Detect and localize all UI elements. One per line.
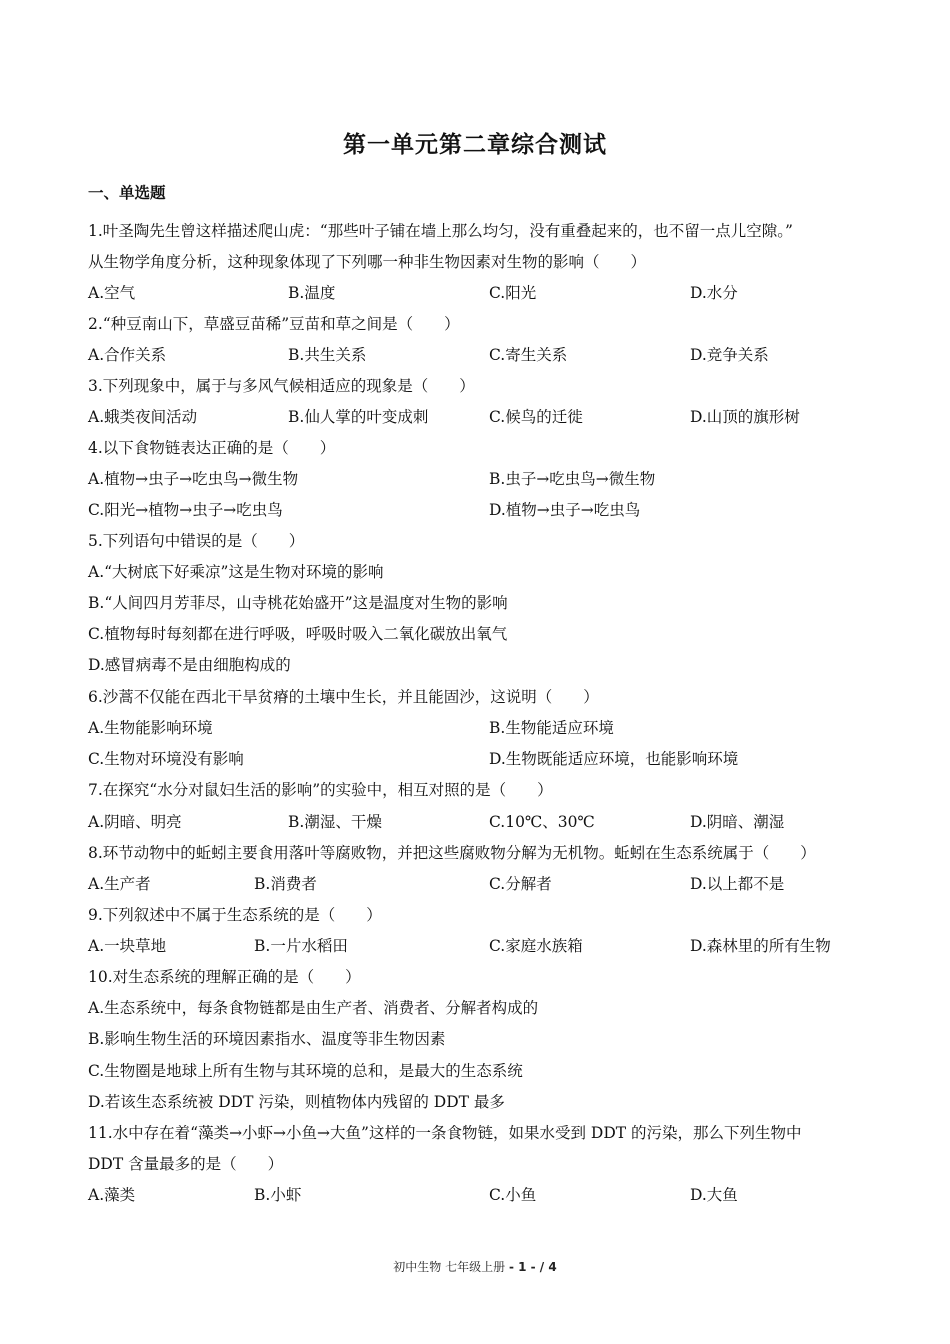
question-4: 4.以下食物链表达正确的是（ ） [88,439,336,457]
option-11c: C.小鱼 [489,1186,537,1204]
option-1b: B.温度 [288,284,336,302]
question-1-line-1: 1.叶圣陶先生曾这样描述爬山虎：“那些叶子铺在墙上那么均匀，没有重叠起来的，也不留一点儿空隙。” [88,222,793,240]
option-1c: C.阳光 [489,284,537,302]
option-10a: A.生态系统中，每条食物链都是由生产者、消费者、分解者构成的 [88,999,539,1017]
option-6a: A.生物能影响环境 [88,719,213,737]
option-1a: A.空气 [88,284,136,302]
option-4b: B.虫子→吃虫鸟→微生物 [489,470,656,488]
question-7: 7.在探究“水分对鼠妇生活的影响”的实验中，相互对照的是（ ） [88,781,553,799]
section-heading: 一、单选题 [88,184,166,202]
option-7b: B.潮湿、干燥 [288,813,382,831]
option-6b: B.生物能适应环境 [489,719,614,737]
option-6c: C.生物对环境没有影响 [88,750,244,768]
option-2d: D.竞争关系 [690,346,769,364]
option-7a: A.阴暗、明亮 [88,813,182,831]
option-5b: B.“人间四月芳菲尽，山寺桃花始盛开”这是温度对生物的影响 [88,594,508,612]
option-7d: D.阴暗、潮湿 [690,813,785,831]
option-9c: C.家庭水族箱 [489,937,583,955]
option-9a: A.一块草地 [88,937,167,955]
option-9b: B.一片水稻田 [254,937,348,955]
footer-label: 初中生物 七年级上册 [393,1260,506,1274]
question-9: 9.下列叙述中不属于生态系统的是（ ） [88,906,382,924]
option-10b: B.影响生物生活的环境因素指水、温度等非生物因素 [88,1030,446,1048]
question-10: 10.对生态系统的理解正确的是（ ） [88,968,361,986]
option-3b: B.仙人掌的叶变成刺 [288,408,429,426]
option-3c: C.候鸟的迁徙 [489,408,583,426]
option-11b: B.小虾 [254,1186,302,1204]
option-5d: D.感冒病毒不是由细胞构成的 [88,656,291,674]
option-9d: D.森林里的所有生物 [690,937,831,955]
option-8a: A.生产者 [88,875,151,893]
page-number: - 1 - / 4 [508,1260,557,1274]
option-2a: A.合作关系 [88,346,167,364]
question-1-line-2: 从生物学角度分析，这种现象体现了下列哪一种非生物因素对生物的影响（ ） [88,253,647,271]
question-6: 6.沙蒿不仅能在西北干旱贫瘠的土壤中生长，并且能固沙，这说明（ ） [88,688,599,706]
option-4d: D.植物→虫子→吃虫鸟 [489,501,641,519]
question-8: 8.环节动物中的蚯蚓主要食用落叶等腐败物，并把这些腐败物分解为无机物。蚯蚓在生态系统属于（ ） [88,844,816,862]
option-2c: C.寄生关系 [489,346,568,364]
option-3d: D.山顶的旗形树 [690,408,800,426]
option-5c: C.植物每时每刻都在进行呼吸，呼吸时吸入二氧化碳放出氧气 [88,625,508,643]
option-2b: B.共生关系 [288,346,367,364]
question-2: 2.“种豆南山下，草盛豆苗稀”豆苗和草之间是（ ） [88,315,460,333]
option-4c: C.阳光→植物→虫子→吃虫鸟 [88,501,283,519]
page-title: 第一单元第二章综合测试 [343,132,607,158]
page-footer [0,1258,950,1275]
option-3a: A.蛾类夜间活动 [88,408,198,426]
option-11a: A.藻类 [88,1186,136,1204]
option-6d: D.生物既能适应环境，也能影响环境 [489,750,739,768]
question-5: 5.下列语句中错误的是（ ） [88,532,305,550]
option-11d: D.大鱼 [690,1186,738,1204]
question-11-line-1: 11.水中存在着“藻类→小虾→小鱼→大鱼”这样的一条食物链，如果水受到 DDT 的污染，那么下列生物中 [88,1124,802,1142]
option-10d: D.若该生态系统被 DDT 污染，则植物体内残留的 DDT 最多 [88,1093,505,1111]
option-10c: C.生物圈是地球上所有生物与其环境的总和，是最大的生态系统 [88,1062,523,1080]
question-11-line-2: DDT 含量最多的是（ ） [88,1155,284,1173]
option-7c: C.10℃、30℃ [489,813,595,831]
option-8b: B.消费者 [254,875,317,893]
option-4a: A.植物→虫子→吃虫鸟→微生物 [88,470,299,488]
option-5a: A.“大树底下好乘凉”这是生物对环境的影响 [88,563,384,581]
option-8c: C.分解者 [489,875,552,893]
option-8d: D.以上都不是 [690,875,785,893]
option-1d: D.水分 [690,284,738,302]
question-3: 3.下列现象中，属于与多风气候相适应的现象是（ ） [88,377,475,395]
